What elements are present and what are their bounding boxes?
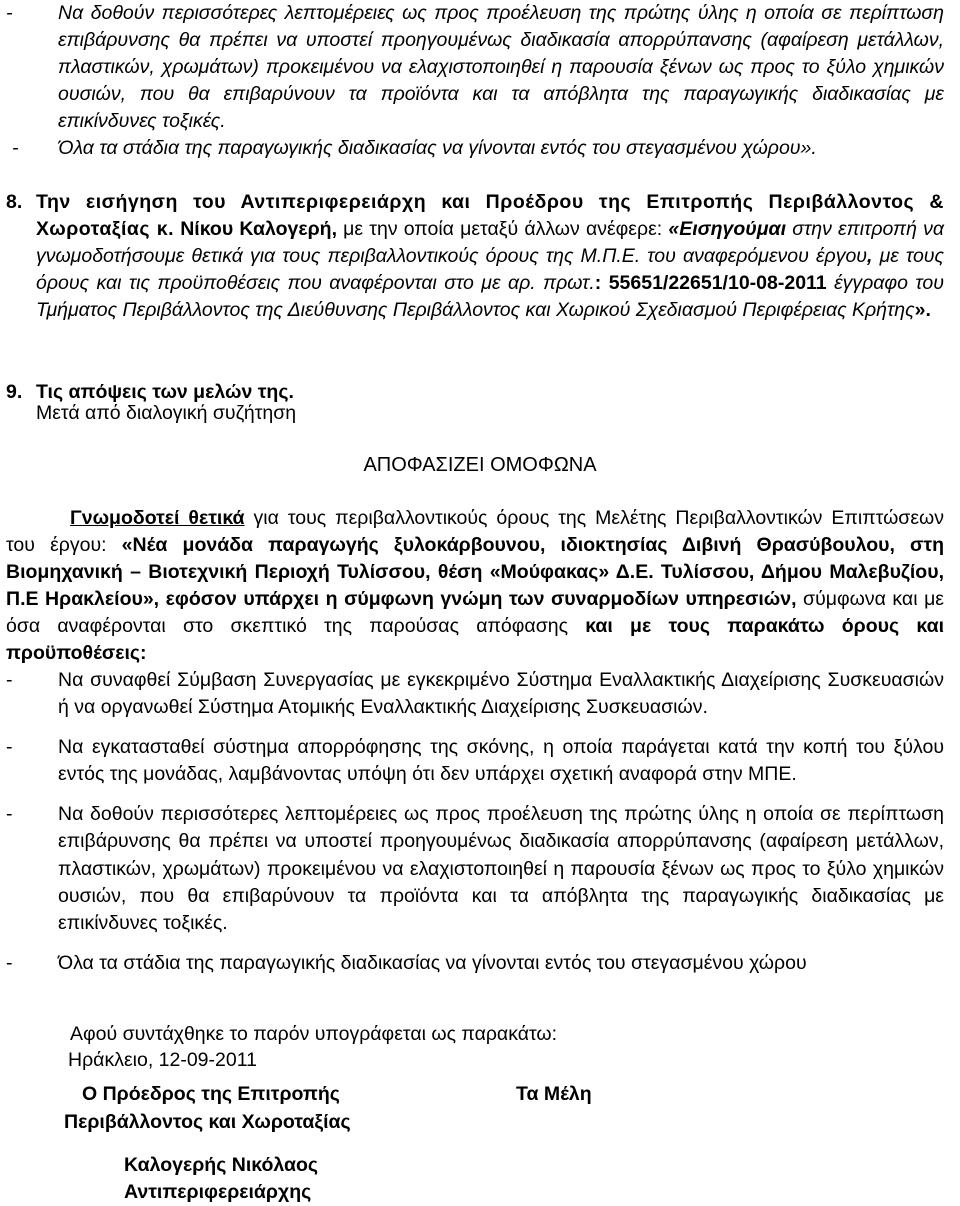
protocol-number: : 55651/22651/10-08-2011 xyxy=(594,272,827,295)
decision-text-1: για τους περιβαλλοντικούς όρους της Μελέτης Περιβαλλοντικών Επιπτώσεων του έργου: xyxy=(6,507,944,557)
drafted-statement: Αφού συντάχθηκε το παρόν υπογράφεται ως παρακάτω: xyxy=(70,1023,558,1045)
item-number: 8. xyxy=(6,191,23,213)
bullet-text: Όλα τα στάδια της παραγωγικής διαδικασίας να γίνονται εντός του στεγασμένου χώρου». xyxy=(58,137,817,160)
quote-close: ». xyxy=(914,299,931,322)
bullet-dash: - xyxy=(6,2,13,24)
quote-text: στην επιτροπή να γνωμοδοτήσουμε θετικά για τους περιβαλλοντικούς όρους της Μ.Π.Ε. του αναφερόμενου έργου xyxy=(36,218,944,268)
bullet-dash: - xyxy=(6,951,13,974)
item-8-heading: Την εισήγηση του Αντιπεριφερειάρχη και Προέδρου της Επιτροπής Περιβάλλοντος & Χωροταξίας κ. xyxy=(36,191,944,241)
list-item xyxy=(6,801,944,936)
chair-title-line-1: Ο Πρόεδρος της Επιτροπής xyxy=(82,1083,340,1105)
item-8-text xyxy=(36,189,944,324)
condition-text: Όλα τα στάδια της παραγωγικής διαδικασίας να γίνονται εντός του στεγασμένου χώρου xyxy=(58,951,807,974)
list-item xyxy=(6,135,944,162)
list-item xyxy=(6,0,944,135)
chair-title-line-2: Περιβάλλοντος και Χωροταξίας xyxy=(64,1111,351,1133)
rapporteur-name: Νίκου Καλογερή, xyxy=(180,218,337,241)
bullet-dash: - xyxy=(6,803,13,826)
condition-text: Να εγκατασταθεί σύστημα απορρόφησης της σκόνης, η οποία παράγεται κατά την κοπή του ξύλου εντός της μονάδας, λαμβάνοντας υπόψη ότι δεν υπάρχει σχετική αναφορά στην ΜΠΕ. xyxy=(58,736,944,786)
project-title: «Νέα μονάδα παραγωγής ξυλοκάρβουνου, ιδιοκτησίας Διβινή Θρασύβουλου, στη Βιομηχανική – Βιοτεχνική Περιοχή Τυλίσσου, θέση «Μούφακας» Δ.Ε. Τυλίσσου, Δήμου Μαλεβυζίου, Π.Ε Ηρακλείου», εφόσον υπάρχει η σύμφωνη γνώμη των συναρμοδίων υπηρεσιών, xyxy=(6,534,944,611)
decision-title: ΑΠΟΦΑΣΙΖΕΙ ΟΜΟΦΩΝΑ xyxy=(363,454,597,476)
item-number: 9. xyxy=(6,381,23,403)
decision-text-2: σύμφωνα και με όσα αναφέρονται στο σκεπτικό της παρούσας απόφασης xyxy=(6,588,944,638)
item-8-intro: με την οποία μεταξύ άλλων ανέφερε: xyxy=(336,218,669,241)
chair-role: Αντιπεριφερειάρχης xyxy=(124,1181,312,1203)
condition-text: Να συναφθεί Σύμβαση Συνεργασίας με εγκεκριμένο Σύστημα Εναλλακτικής Διαχείρισης Συσκευασιών ή να οργανωθεί Σύστημα Ατομικής Εναλλακτικής Διαχείρισης Συσκευασιών. xyxy=(58,669,944,719)
quote-doc-tail: έγγραφο του Τμήματος Περιβάλλοντος της Διεύθυνσης Περιβάλλοντος και Χωρικού Σχεδιασμού Περιφέρειας Κρήτης xyxy=(36,272,944,322)
bullet-dash: - xyxy=(12,137,19,160)
quote-open: «Εισηγούμαι xyxy=(668,218,787,241)
list-item xyxy=(6,734,944,788)
members-label: Τα Μέλη xyxy=(516,1083,592,1105)
quote-text-2: με τους όρους και τις προϋποθέσεις που αναφέρονται στο με αρ. πρωτ. xyxy=(36,245,944,295)
quote-comma: , xyxy=(867,245,873,268)
decision-paragraph xyxy=(6,505,944,668)
list-item xyxy=(6,950,944,977)
decision-lead: Γνωμοδοτεί θετικά xyxy=(70,507,245,529)
place-date: Ηράκλειο, 12-09-2011 xyxy=(68,1049,257,1071)
item-8 xyxy=(6,189,944,324)
list-item xyxy=(6,667,944,721)
bullet-dash: - xyxy=(6,669,13,691)
top-bullets xyxy=(6,0,944,163)
bullet-text: Να δοθούν περισσότερες λεπτομέρειες ως προς προέλευση της πρώτης ύλης η οποία σε περίπτωση επιβάρυνσης θα πρέπει να υποστεί προηγουμένως διαδικασία απορρύπανσης (αφαίρεση μετάλλων, πλαστικών, χρωμάτων) προκειμένου να ελαχιστοποιηθεί η παρουσία ξένων ως προς το ξύλο χημικών ουσιών, που θα επιβαρύνουν τα προϊόντα και τα απόβλητα της παραγωγικής διαδικασίας με επικίνδυνες τοξικές. xyxy=(58,2,944,133)
chair-name: Καλογερής Νικόλαος xyxy=(124,1154,319,1176)
condition-text: Να δοθούν περισσότερες λεπτομέρειες ως προς προέλευση της πρώτης ύλης η οποία σε περίπτωση επιβάρυνσης θα πρέπει να υποστεί προηγουμένως διαδικασία απορρύπανσης (αφαίρεση μετάλλων, πλαστικών, χρωμάτων) προκειμένου να ελαχιστοποιηθεί η παρουσία ξένων ως προς το ξύλο χημικών ουσιών, που θα επιβαρύνουν τα προϊόντα και τα απόβλητα της παραγωγικής διαδικασίας με επικίνδυνες τοξικές. xyxy=(58,803,944,934)
conditions-list xyxy=(6,667,944,977)
bullet-dash: - xyxy=(6,736,13,759)
discussion-note: Μετά από διαλογική συζήτηση xyxy=(36,402,297,424)
conditions-heading: και με τους παρακάτω όρους και προϋποθέσεις: xyxy=(6,615,944,665)
item-9-heading: Τις απόψεις των μελών της. xyxy=(36,381,294,403)
